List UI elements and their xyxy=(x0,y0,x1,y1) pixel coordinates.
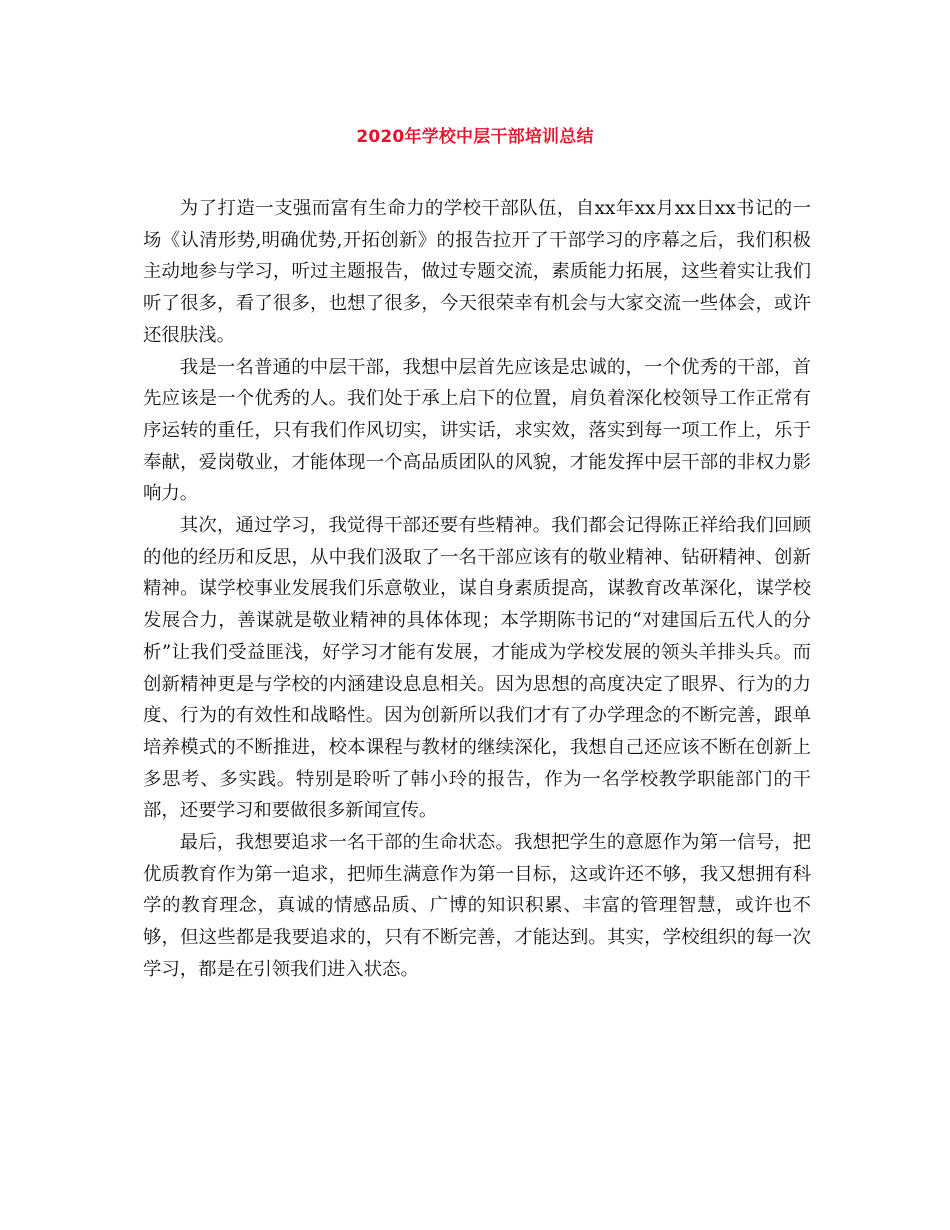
paragraph-3: 其次，通过学习，我觉得干部还要有些精神。我们都会记得陈正祥给我们回顾的他的经历和反思，从中我们汲取了一名干部应该有的敬业精神、钻研精神、创新精神。谋学校事业发展我们乐意敬业，谋自身素质提高，谋教育改革深化，谋学校发展合力，善谋就是敬业精神的具体体现；本学期陈书记的“对建国后五代人的分析”让我们受益匪浅，好学习才能有发展，才能成为学校发展的领头羊排头兵。而创新精神更是与学校的内涵建设息息相关。因为思想的高度决定了眼界、行为的力度、行为的有效性和战略性。因为创新所以我们才有了办学理念的不断完善，跟单培养模式的不断推进，校本课程与教材的继续深化，我想自己还应该不断在创新上多思考、多实践。特别是聆听了韩小玲的报告，作为一名学校教学职能部门的干部，还要学习和要做很多新闻宣传。 xyxy=(143,515,811,822)
document-title: 2020年学校中层干部培训总结 xyxy=(356,127,594,147)
document-body xyxy=(143,193,811,986)
paragraph-4: 最后，我想要追求一名干部的生命状态。我想把学生的意愿作为第一信号，把优质教育作为第一追求，把师生满意作为第一目标，这或许还不够，我又想拥有科学的教育理念，真诚的情感品质、广博的知识积累、丰富的管理智慧，或许也不够，但这些都是我要追求的，只有不断完善，才能达到。其实，学校组织的每一次学习，都是在引领我们进入状态。 xyxy=(143,832,811,980)
paragraph-2: 我是一名普通的中层干部，我想中层首先应该是忠诚的，一个优秀的干部，首先应该是一个优秀的人。我们处于承上启下的位置，肩负着深化校领导工作正常有序运转的重任，只有我们作风切实，讲实话，求实效，落实到每一项工作上，乐于奉献，爱岗敬业，才能体现一个高品质团队的风貌，才能发挥中层干部的非权力影响力。 xyxy=(143,356,811,505)
paragraph-1: 为了打造一支强而富有生命力的学校干部队伍，自xx年xx月xx日xx书记的一场《认清形势,明确优势,开拓创新》的报告拉开了干部学习的序幕之后，我们积极主动地参与学习，听过主题报告，做过专题交流，素质能力拓展，这些着实让我们听了很多，看了很多，也想了很多，今天很荣幸有机会与大家交流一些体会，或许还很肤浅。 xyxy=(143,198,811,346)
